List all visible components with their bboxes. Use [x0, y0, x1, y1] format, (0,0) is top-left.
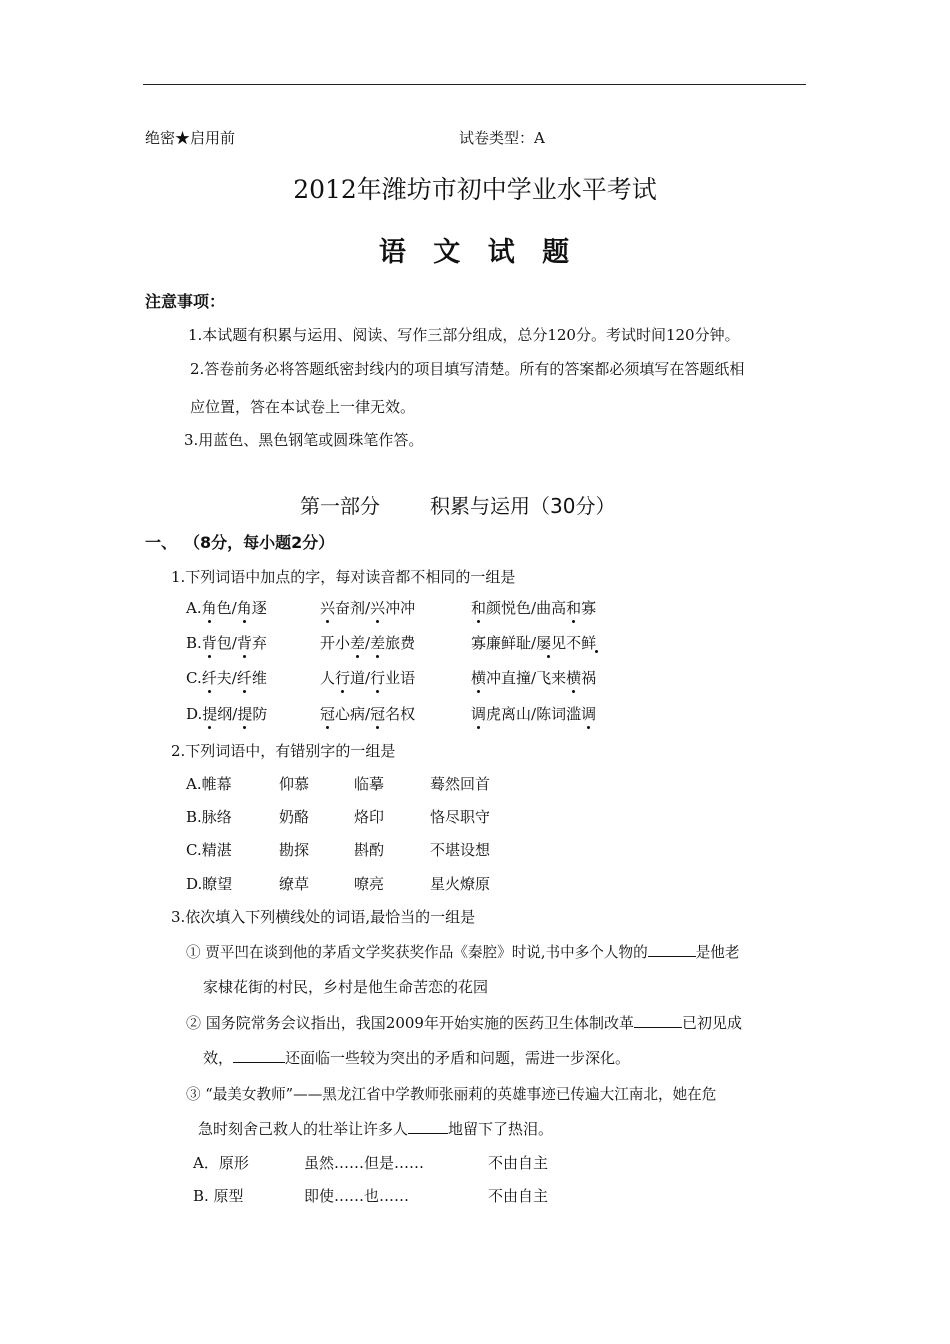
- q1-option-b-col2: [320, 632, 415, 653]
- part-subtitle: 积累与运用（30分）: [430, 494, 616, 518]
- q2-a-1: A.帷幕: [186, 775, 232, 793]
- q1-option-a-col2: [320, 597, 415, 618]
- dotted-char: 横: [566, 669, 582, 687]
- q3-sentence-1a: [186, 941, 739, 962]
- word-text: 人: [320, 669, 336, 687]
- q1-option-b: [186, 632, 267, 653]
- q2-stem: 2.下列词语中，有错别字的一组是: [171, 742, 396, 760]
- sentence-text: 地留下了热泪。: [448, 1120, 554, 1138]
- word-text: 开小: [320, 634, 351, 652]
- q1-option-b-col3: [471, 632, 596, 653]
- q1-option-c-col2: [320, 667, 415, 688]
- q2-b-4: 恪尽职守: [430, 808, 491, 826]
- word-text: 夫/: [216, 669, 237, 687]
- q3-option-b-3: 不由自主: [488, 1187, 549, 1205]
- sentence-text: 效，: [203, 1049, 234, 1067]
- word-text: 名权: [385, 705, 416, 723]
- subject-title: 语 文 试 题: [378, 237, 572, 268]
- q3-option-a-2: 虽然……但是……: [304, 1154, 425, 1172]
- fill-blank: [648, 956, 696, 957]
- q2-b-2: 奶酪: [279, 808, 310, 826]
- word-text: 防: [252, 705, 268, 723]
- word-text: 弃: [251, 634, 267, 652]
- q3-sentence-3a: ③ “最美女教师”——黑龙江省中学教师张丽莉的英雄事迹已传遍大江南北，她在危: [186, 1086, 717, 1103]
- notice-item-3: 3.用蓝色、黑色钢笔或圆珠笔作答。: [184, 431, 424, 449]
- q2-c-4: 不堪设想: [430, 841, 491, 859]
- dotted-char: 冠: [320, 705, 336, 723]
- dotted-char: 调: [471, 705, 487, 723]
- paper-type: 试卷类型：A: [459, 129, 545, 147]
- word-text: 包/: [216, 634, 237, 652]
- header-rule: [143, 84, 806, 85]
- exam-title: 2012年潍坊市初中学业水平考试: [293, 175, 657, 204]
- sentence-text: 是他老: [695, 944, 740, 961]
- section-info: （8分，每小题2分）: [184, 533, 335, 552]
- word-text: 色/: [216, 599, 237, 617]
- q2-b-1: B.脉络: [186, 808, 232, 826]
- fill-blank: [634, 1027, 682, 1028]
- secret-label: 绝密★启用前: [145, 129, 236, 147]
- dotted-char: 耻/屡见不: [516, 634, 582, 652]
- option-label: C.: [186, 669, 202, 687]
- sentence-text: 已初见成: [681, 1014, 742, 1032]
- dotted-char: 调: [581, 705, 597, 723]
- word-text: 寡: [581, 599, 597, 617]
- dotted-char: 行: [370, 669, 386, 687]
- word-text: 奋剂/: [335, 599, 371, 617]
- option-label: D.: [186, 705, 203, 723]
- section-label: 一、: [145, 533, 178, 552]
- dotted-char: 兴: [320, 599, 336, 617]
- q3-sentence-2b: [203, 1047, 630, 1068]
- q2-d-3: 嘹亮: [354, 875, 385, 893]
- word-text: 虎离山/陈词滥: [486, 705, 582, 723]
- word-text: 寡廉鲜: [471, 634, 517, 652]
- q2-d-2: 缭草: [279, 875, 310, 893]
- dotted-char: 行: [335, 669, 351, 687]
- q2-c-1: C.精湛: [186, 841, 232, 859]
- q3-option-a-3: 不由自主: [488, 1154, 549, 1172]
- q3-option-a-1: A．原形: [193, 1154, 249, 1172]
- sentence-text: ② 国务院常务会议指出，我国2009年开始实施的医药卫生体制改革: [186, 1014, 634, 1032]
- word-text: 冲直撞/飞来: [486, 669, 567, 687]
- q2-d-1: D.瞭望: [186, 875, 233, 893]
- dotted-char: 角: [236, 599, 252, 617]
- dotted-char: 差: [370, 634, 386, 652]
- dotted-char: 和: [471, 599, 487, 617]
- option-label: A.: [186, 599, 202, 617]
- q2-d-4: 星火燎原: [430, 875, 491, 893]
- word-text: 逐: [251, 599, 267, 617]
- sentence-text: ① 贾平凹在谈到他的茅盾文学奖获奖作品《秦腔》时说,书中多个人物的: [186, 944, 648, 961]
- notice-heading: 注意事项：: [145, 292, 226, 311]
- notice-item-1: 1.本试题有积累与运用、阅读、写作三部分组成，总分120分。考试时间120分钟。: [188, 326, 740, 344]
- word-text: 颜悦色/曲高: [486, 599, 567, 617]
- dotted-char: 角: [201, 599, 217, 617]
- q2-b-3: 烙印: [354, 808, 385, 826]
- q1-option-c-col3: [471, 667, 596, 688]
- sentence-text: 还面临一些较为突出的矛盾和问题，需进一步深化。: [285, 1049, 631, 1067]
- q1-option-a-col3: [471, 597, 596, 618]
- word-text: 业语: [385, 669, 416, 687]
- dotted-char: 背: [201, 634, 217, 652]
- fill-blank: [233, 1062, 285, 1063]
- dotted-char: 兴: [370, 599, 386, 617]
- word-text: 旅费: [385, 634, 416, 652]
- q1-option-d-col3: [471, 703, 596, 724]
- q3-sentence-3b: [198, 1118, 553, 1139]
- notice-item-2a: 2.答卷前务必将答题纸密封线内的项目填写清楚。所有的答案都必须填写在答题纸相: [190, 360, 745, 378]
- dotted-char: 横: [471, 669, 487, 687]
- word-text: 鲜: [581, 634, 597, 652]
- q1-option-c: [186, 667, 267, 688]
- q3-option-b-1: B. 原型: [193, 1187, 244, 1205]
- q3-stem: 3.依次填入下列横线处的词语,最恰当的一组是: [171, 908, 476, 926]
- part-title: 第一部分: [300, 494, 380, 518]
- q3-sentence-2a: [186, 1012, 742, 1033]
- dotted-char: 提: [202, 705, 218, 723]
- q3-sentence-1b: 家棣花街的村民，乡村是他生命苦恋的花园: [203, 978, 489, 996]
- word-text: 冲冲: [385, 599, 416, 617]
- dotted-char: 和: [566, 599, 582, 617]
- word-text: 祸: [581, 669, 597, 687]
- q1-option-d-col2: [320, 703, 415, 724]
- dotted-char: 提: [237, 705, 253, 723]
- q2-c-3: 斟酌: [354, 841, 385, 859]
- q1-stem: 1.下列词语中加点的字，每对读音都不相同的一组是: [171, 568, 516, 586]
- word-text: 纲/: [217, 705, 238, 723]
- q1-option-a: [186, 597, 267, 618]
- q3-option-b-2: 即使……也……: [304, 1187, 410, 1205]
- option-label: B.: [186, 634, 202, 652]
- q2-a-4: 蓦然回首: [430, 775, 491, 793]
- dotted-char: 背: [236, 634, 252, 652]
- q1-option-d: [186, 703, 267, 724]
- dotted-char: 纤: [201, 669, 217, 687]
- q2-c-2: 勘探: [279, 841, 310, 859]
- word-text: 心病/: [335, 705, 371, 723]
- fill-blank: [408, 1133, 448, 1134]
- q2-a-3: 临摹: [354, 775, 385, 793]
- notice-item-2b: 应位置，答在本试卷上一律无效。: [190, 398, 416, 416]
- word-text: /: [365, 634, 371, 652]
- word-text: 道/: [350, 669, 371, 687]
- dotted-char: 纤: [236, 669, 252, 687]
- dotted-char: 差: [350, 634, 366, 652]
- q2-a-2: 仰慕: [279, 775, 310, 793]
- sentence-text: 急时刻舍己救人的壮举让许多人: [198, 1120, 409, 1138]
- dotted-char: 冠: [370, 705, 386, 723]
- word-text: 维: [251, 669, 267, 687]
